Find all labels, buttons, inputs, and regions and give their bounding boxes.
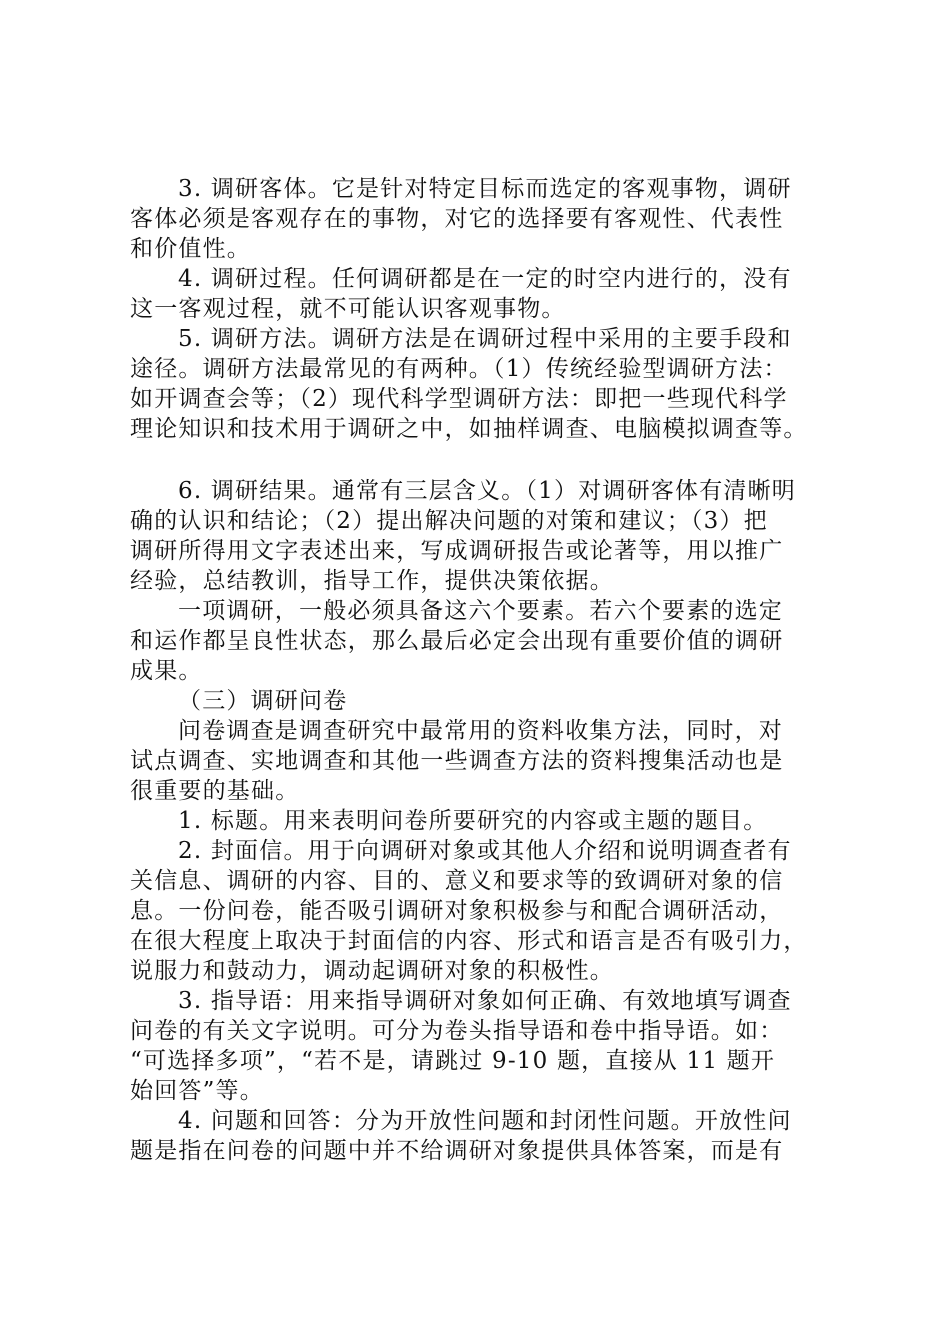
- paragraph-line: 确的认识和结论；（2）提出解决问题的对策和建议；（3）把: [130, 508, 768, 534]
- paragraph-line: 途径。调研方法最常见的有两种。（1）传统经验型调研方法：: [130, 356, 788, 382]
- paragraph-line: 成果。: [130, 658, 203, 684]
- document-body: [130, 174, 836, 1166]
- paragraph-line: 4. 问题和回答：分为开放性问题和封闭性问题。开放性问: [178, 1108, 792, 1134]
- paragraph-line: 理论知识和技术用于调研之中，如抽样调查、电脑模拟调查等。: [130, 416, 808, 442]
- paragraph-line: 4. 调研过程。任何调研都是在一定的时空内进行的，没有: [178, 266, 792, 292]
- paragraph-line: 1. 标题。用来表明问卷所要研究的内容或主题的题目。: [178, 808, 768, 834]
- paragraph-line: 在很大程度上取决于封面信的内容、形式和语言是否有吸引力，: [130, 928, 808, 954]
- paragraph-gap: [130, 444, 836, 476]
- paragraph-line: 试点调查、实地调查和其他一些调查方法的资料搜集活动也是: [130, 748, 784, 774]
- paragraph-line: 关信息、调研的内容、目的、意义和要求等的致调研对象的信: [130, 868, 784, 894]
- paragraph-line: 调研所得用文字表述出来，写成调研报告或论著等，用以推广: [130, 538, 784, 564]
- paragraph-line: 很重要的基础。: [130, 778, 300, 804]
- paragraph-line: 5. 调研方法。调研方法是在调研过程中采用的主要手段和: [178, 326, 792, 352]
- paragraph-line: 问卷的有关文字说明。可分为卷头指导语和卷中指导语。如：: [130, 1018, 784, 1044]
- paragraph-line: 2. 封面信。用于向调研对象或其他人介绍和说明调查者有: [178, 838, 792, 864]
- paragraph-line: 说服力和鼓动力，调动起调研对象的积极性。: [130, 958, 614, 984]
- paragraph-line: 经验，总结教训，指导工作，提供决策依据。: [130, 568, 614, 594]
- paragraph-line: 客体必须是客观存在的事物，对它的选择要有客观性、代表性: [130, 206, 784, 232]
- paragraph-line: 6. 调研结果。通常有三层含义。（1）对调研客体有清晰明: [178, 478, 796, 504]
- paragraph-line: 和价值性。: [130, 236, 251, 262]
- paragraph-line: 如开调查会等；（2）现代科学型调研方法：即把一些现代科学: [130, 386, 788, 412]
- paragraph-line: 始回答”等。: [130, 1078, 264, 1104]
- section-heading: （三）调研问卷: [178, 688, 348, 714]
- paragraph-line: 3. 调研客体。它是针对特定目标而选定的客观事物，调研: [178, 176, 792, 202]
- paragraph-line: 和运作都呈良性状态，那么最后必定会出现有重要价值的调研: [130, 628, 784, 654]
- paragraph-line: “可选择多项”，“若不是，请跳过 9-10 题，直接从 11 题开: [130, 1048, 776, 1074]
- paragraph-line: 3. 指导语：用来指导调研对象如何正确、有效地填写调查: [178, 988, 792, 1014]
- paragraph-line: 这一客观过程，就不可能认识客观事物。: [130, 296, 566, 322]
- paragraph-line: 息。一份问卷，能否吸引调研对象积极参与和配合调研活动，: [130, 898, 784, 924]
- paragraph-line: 问卷调查是调查研究中最常用的资料收集方法，同时，对: [178, 718, 783, 744]
- paragraph-line: 一项调研，一般必须具备这六个要素。若六个要素的选定: [178, 598, 783, 624]
- paragraph-line: 题是指在问卷的问题中并不给调研对象提供具体答案，而是有: [130, 1138, 784, 1164]
